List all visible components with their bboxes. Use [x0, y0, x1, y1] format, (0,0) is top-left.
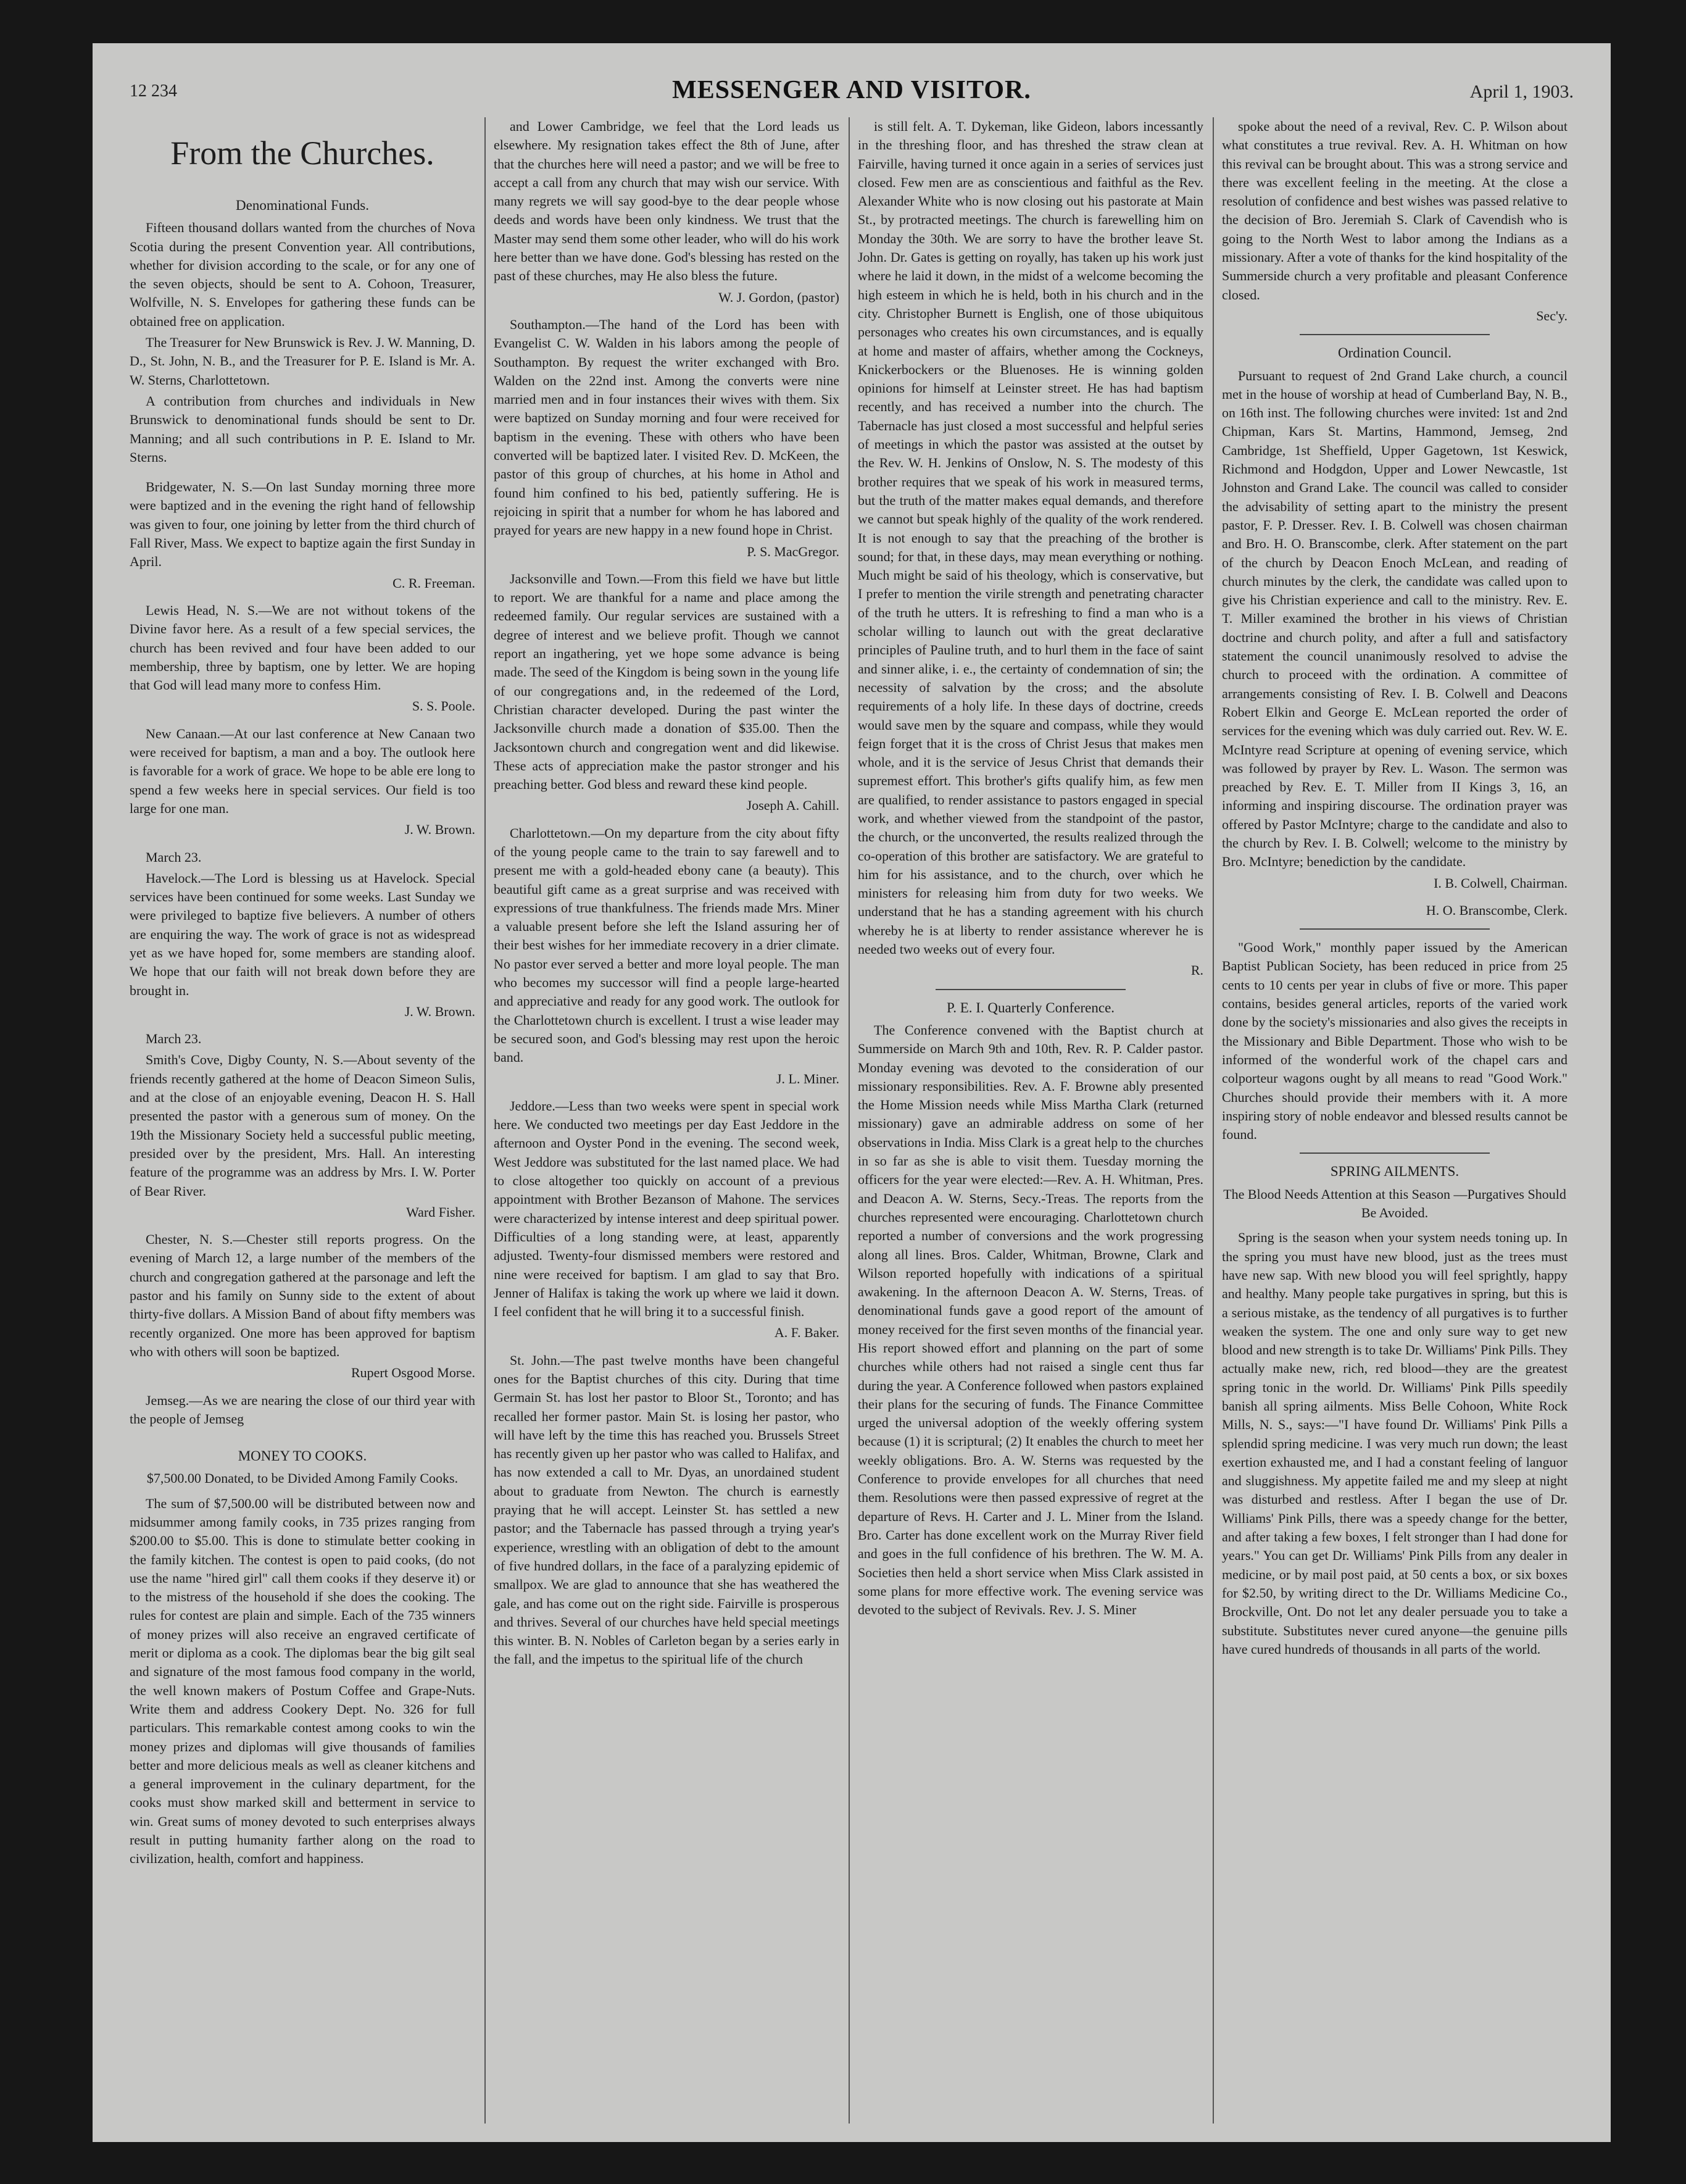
signature: C. R. Freeman.: [392, 575, 475, 591]
ordination-heading: Ordination Council.: [1338, 345, 1451, 361]
church-report: is still felt. A. T. Dykeman, like Gideon, labors incessantly in the threshing floor, and has threshed the straw clean at Fairville, having turned it once again in a series of services just closed. Few men are as conscientious and faithful as the Rev. Alexander White who is now closing out his pastorate at Main St., by protracted meetings. The church is farewelling him on Monday the 30th. We are sorry to have the brother leave St. John. Dr. Gates is getting on royally, has taken up his work just where he laid it down, in the midst of a welcome becoming the high esteem in which he is held, both in his church and in the city. Christopher Burnett is English, one of those ubiquitous personages who creates his own circumstances, and is equally at home and master of affairs, whether among the Cockneys, Knickerbockers or the Bluenoses. He is winning golden opinions for himself at Leinster street. He has had baptism recently, and has received a number into the church. The Tabernacle has just closed a most successful and helpful series of meetings in which the pastor was assisted at the outset by the Rev. W. H. Jenkins of Onslow, N. S. The modesty of this brother requires that we speak of his work in measured terms, but the truth of the matter makes equal demands, and therefore we cannot but speak highly of the quality of the work rendered. It is not enough to say that the preaching of the brother is sound; for that, in these days, may mean everything or nothing. Much might be said of his theology, which is conservative, but I prefer to mention the virile strength and penetrating character of the truth he utters. It is refreshing to find a man who is a scholar willing to launch out with the great declarative principles of Pauline truth, and to hurl them in the face of saint and sinner alike, i. e., the certainty of condemnation of sin; the necessity of salvation by the cross; and the absolute requirements of a holy life. In these days of doctrine, creeds would save men by the square and compass, while they would feign forget that it is the cross of Christ Jesus that makes men whole, and it is the service of Jesus Christ that demands their supremest effort. This brother's gifts qualify him, as few men are qualified, to render assistance to pastors engaged in special work, and whether viewed from the standpoint of the pastor, the church, or the unconverted, the results realized through the co-operation of this brother are satisfactory. We are grateful to him for his assistance, and to the church, over which he ministers for releasing him from duty for two weeks. We understand that he has a standing agreement with his church whereby he is at liberty to render assistance wherever he is needed two weeks out of every four.: [858, 119, 1203, 957]
church-report: Lewis Head, N. S.—We are not without tokens of the Divine favor here. As a result of a few special services, the church has been revived and four have been added to our membership, three by baptism, one by letter. We are hoping that God will lead many more to confess Him.: [130, 602, 475, 693]
section-title: From the Churches.: [170, 135, 434, 172]
church-report: Southampton.—The hand of the Lord has been with Evangelist C. W. Walden in his labors among the people of Southampton. By request the writer exchanged with Bro. Walden on the 22nd inst. Among the converts were nine married men and in four instances their wives with them. Six were baptized on Sunday morning and four were received for baptism in the evening. These with others who have been converted will be baptized later. I visited Rev. D. McKeen, the pastor of this group of churches, at his home in Athol and found him confined to his bed, patiently suffering. He is rejoicing in spirit that a number for whom he has labored and prayed for years are new happy in a new found hope in Christ.: [494, 316, 839, 538]
column-1: [130, 117, 475, 2124]
article-paragraph: The Treasurer for New Brunswick is Rev. J. W. Manning, D. D., St. John, N. B., and the Treasurer for P. E. Island is Mr. A. W. Sterns, Charlottetown.: [130, 335, 475, 388]
article-paragraph: "Good Work," monthly paper issued by the American Baptist Publican Society, has been reduced in price from 25 cents to 10 cents per year in clubs of five or more. This paper contains, besides general articles, reports of the varied work done by the society's missionaries and also gives the receipts in the Missionary and Bible Department. Those who wish to be informed of the wonderful work of the chapel cars and colporteur wagons ought by all means to read "Good Work." Churches should provide their members with it. A more inspiring story of noble endeavor and blessed results cannot be found.: [1222, 940, 1568, 1143]
report-date: March 23.: [146, 1031, 202, 1047]
article-paragraph: Pursuant to request of 2nd Grand Lake church, a council met in the house of worship at head of Cumberland Bay, N. B., on 16th inst. The following churches were invited: 1st and 2nd Chipman, Kars St. Martins, Hammond, Jemseg, 2nd Cambridge, 1st Sheffield, Upper Gagetown, 1st Keswick, Richmond and Hodgdon, Upper and Lower Newcastle, 1st Johnston and Grand Lake. The council was called to consider the advisability of setting apart to the ministry the present pastor, F. P. Dresser. Rev. I. B. Colwell was chosen chairman and Bro. H. O. Branscombe, clerk. After statement on the part of the church by Deacon Enoch McLean, and reading of church minutes by the clerk, the candidate was called upon to give his Christian experience and call to the ministry. Rev. E. T. Miller examined the brother in his views of Christian doctrine and church polity, and after a full and satisfactory statement the council unanimously resolved to advise the church to proceed with the ordination. A committee of arrangements consisting of Rev. I. B. Colwell and Deacons Robert Elkin and George E. McLean reported the order of services for the evening which was duly carried out. Rev. W. E. McIntyre read Scripture at opening of evening service, which was followed by prayer by Rev. L. Wason. The sermon was preached by Rev. E. T. Miller from II Kings 3, 16, an informing and inspiring discourse. The ordination prayer was offered by Pastor McIntyre; charge to the candidate and also to the church by Rev. I. B. Colwell; welcome to the ministry by Bro. McIntyre; benediction by the candidate.: [1222, 367, 1568, 870]
spring-subheading: The Blood Needs Attention at this Season —Purgatives Should Be Avoided.: [1223, 1186, 1566, 1221]
church-report: Bridgewater, N. S.—On last Sunday morning three more were baptized and in the evening the right hand of fellowship was given to four, one joining by letter from the third church of Fall River, Mass. We expect to baptize again the first Sunday in April.: [130, 479, 475, 570]
signature: J. W. Brown.: [404, 822, 475, 838]
advertisement-text: Spring is the season when your system needs toning up. In the spring you must have new blood, just as the trees must have new sap. With new blood you will feel sprightly, happy and healthy. Many people take purgatives in spring, but this is a serious mistake, as the tendency of all purgatives is to further weaken the system. The one and only sure way to get new blood and new strength is to take Dr. Williams' Pink Pills. They actually make new, rich, red blood—they are the greatest spring tonic in the world. Dr. Williams' Pink Pills speedily banish all spring ailments. Miss Belle Cohoon, White Rock Mills, N. S., says:—"I have found Dr. Williams' Pink Pills a splendid spring medicine. I was very much run down; the least exertion exhausted me, and I had a constant feeling of languor and sluggishness. My appetite failed me and my sleep at night was disturbed and restless. After I began the use of Dr. Williams' Pink Pills, there was a speedy change for the better, and after taking a few boxes, I felt stronger than I had done for years." You can get Dr. Williams' Pink Pills from any dealer in medicine, or by mail post paid, at 50 cents a box, or six boxes for $2.50, by writing direct to the Dr. Williams Medicine Co., Brockville, Ont. Do not let any dealer persuade you to take a substitute. Substitutes never cured anyone—the genuine pills have cured hundreds of thousands in all parts of the world.: [1222, 1230, 1568, 1657]
column-3: [858, 117, 1203, 2124]
article-paragraph: spoke about the need of a revival, Rev. C. P. Wilson about what constitutes a true revival. Rev. A. H. Whitman on how this revival can be brought about. This was a strong service and there was excellent feeling in the meeting. At the close a resolution of confidence and best wishes was passed relative to the decision of Bro. Jeremiah S. Clark of Cavendish who is going to the North West to labor among the Indians as a missionary. After a vote of thanks for the kind hospitality of the Summerside church a very profitable and pleasant Conference closed.: [1222, 119, 1568, 302]
signature: J. L. Miner.: [776, 1070, 839, 1086]
separator-line: [936, 989, 1126, 990]
money-heading: MONEY TO COOKS.: [238, 1448, 367, 1464]
page-number: 12 234: [130, 81, 177, 101]
column-divider: [484, 117, 486, 2124]
church-report: New Canaan.—At our last conference at New Canaan two were received for baptism, a man and a boy. The outlook here is favorable for a work of grace. We hope to be able ere long to spend a few weeks here in special services. Our field is too large for one man.: [130, 725, 475, 816]
spring-heading: SPRING AILMENTS.: [1330, 1164, 1460, 1180]
masthead-title: MESSENGER AND VISITOR.: [672, 76, 1031, 104]
signature: Joseph A. Cahill.: [746, 798, 839, 814]
church-report: Jacksonville and Town.—From this field we have but little to report. We are thankful for a name and place among the redeemed family. Our regular services are sustained with a degree of interest and we believe profit. Though we cannot report an ingathering, yet we hope some advance is being made. The seed of the Kingdom is being sown in the young life of our congregations and, in the redeemed of the Lord, Christian character developed. During the past winter the Jacksonville church made a donation of $35.00. Then the Jacksontown church and congregation went and did likewise. These acts of appreciation make the pastor stronger and his preaching better. God bless and reward these kind people.: [494, 570, 839, 793]
article-paragraph: A contribution from churches and individuals in New Brunswick to denominational funds should be sent to Dr. Manning; and all such contributions in P. E. Island to Mr. Sterns.: [130, 393, 475, 465]
signature: S. S. Poole.: [412, 698, 475, 714]
column-4: [1222, 117, 1568, 2124]
newspaper-page: [93, 43, 1611, 2142]
report-date: March 23.: [146, 849, 202, 865]
article-paragraph: The Conference convened with the Baptist church at Summerside on March 9th and 10th, Rev. R. P. Calder pastor. Monday evening was devoted to the consideration of our missionary responsibilities. Rev. A. F. Browne ably presented the Home Mission needs while Miss Martha Clark (returned missionary) gave an admirable address on some of her observations in India. Miss Clark is a great help to the churches in so far as she is able to visit them. Tuesday morning the officers for the year were elected:—Rev. A. H. Whitman, Pres. and Deacon A. W. Sterns, Secy.-Treas. The reports from the churches represented were encouraging. Charlottetown church reported a number of conversions and the work progressing along all lines. Bros. Calder, Whitman, Browne, Clark and Wilson reported hopefully with indications of a spiritual awakening. In the afternoon Deacon A. W. Sterns, Treas. of denominational funds gave a good report of the amount of money received for the first seven months of the financial year. His report showed effort and planning on the part of some churches while others had not raised a single cent thus far during the year. A Conference followed when pastors explained their plans for the securing of funds. The Finance Committee urged the universal adoption of the weekly offering system because (1) it is scriptural; (2) It enables the church to meet her weekly obligations. Bro. A. W. Sterns was requested by the Conference to provide envelopes for all churches that need them. Resolutions were then passed expressive of regret at the departure of Revs. H. Carter and J. L. Miner from the Island. Bro. Carter has done excellent work on the Murray River field and goes in the full confidence of his brethren. The W. M. A. Societies then held a short service when Miss Clark assisted in some plans for more effective work. The evening service was devoted to the subject of Revivals. Rev. J. S. Miner: [858, 1022, 1203, 1618]
article-paragraph: The sum of $7,500.00 will be distributed between now and midsummer among family cooks, in 735 prizes ranging from $200.00 to $5.00. This is done to stimulate better cooking in the family kitchen. The contest is open to paid cooks, (do not use the name "hired girl" call them cooks if they deserve it) or to the mistress of the household if she does the cooking. The rules for contest are plain and simple. Each of the 735 winners of money prizes will also receive an engraved certificate of merit or diploma as a cook. The diplomas bear the big gilt seal and signature of the most famous food company in the world, the well known makers of Postum Coffee and Grape-Nuts. Write them and address Cookery Dept. No. 326 for full particulars. This remarkable contest among cooks to win the money prizes and diplomas will give thousands of families better and more delicious meals as well as cleaner kitchens and a general improvement in the culinary department, for the cooks must show marked skill and betterment in service to win. Great sums of money devoted to such enterprises always result in putting humanity farther along on the road to civilization, health, comfort and happiness.: [130, 1495, 475, 1867]
column-divider: [849, 117, 850, 2124]
separator-line: [1300, 928, 1490, 930]
signature: J. W. Brown.: [404, 1003, 475, 1019]
church-report: Jeddore.—Less than two weeks were spent in special work here. We conducted two meetings per day East Jeddore in the afternoon and Oyster Pond in the evening. The second week, West Jeddore was substituted for the last named place. We had to close altogether too quickly on account of a previous appointment with Brother Bezanson of Mahone. The services were characterized by intense interest and deep spiritual power. Difficulties of a long standing were, at least, apparently adjusted. Twenty-four dismissed members were restored and nine were received for baptism. I am glad to say that Bro. Jenner of Halifax is taking the work up where we laid it down. I feel confident that he will bring it to a successful finish.: [494, 1098, 839, 1320]
church-report: Jemseg.—As we are nearing the close of our third year with the people of Jemseg: [130, 1392, 475, 1427]
funds-heading: Denominational Funds.: [236, 198, 369, 213]
signature: W. J. Gordon, (pastor): [718, 289, 839, 305]
church-report: Charlottetown.—On my departure from the city about fifty of the young people came to the train to say farewell and to present me with a gold-headed ebony cane (a beauty). This beautiful gift came as a great surprise and was received with expressions of true thankfulness. The friends made Mrs. Miner a valuable present before she left the Island assuring her of their best wishes for her immediate recovery in a drier climate. No pastor ever served a better and more loyal people. The man who becomes my successor will find a people large-hearted and appreciative and ready for any good work. The outlook for the Charlottetown church is excellent. I trust a wise leader may be secured soon, and God's blessing may rest upon the heroic band.: [494, 825, 839, 1065]
signature: A. F. Baker.: [774, 1325, 839, 1341]
church-report: Havelock.—The Lord is blessing us at Havelock. Special services have been continued for some weeks. Last Sunday we were privileged to baptize five believers. A number of others are enquiring the way. The work of grace is not as widespread yet as we have hoped for, some members are standing aloof. We hope that our faith will not break down before they are brought in.: [130, 870, 475, 998]
church-report: Smith's Cove, Digby County, N. S.—About seventy of the friends recently gathered at the home of Deacon Simeon Sulis, and at the close of an enjoyable evening, Deacon H. S. Hall presented the pastor with a generous sum of money. On the 19th the Missionary Society held a successful public meeting, presided over by the president, Mrs. Hall. An interesting feature of the programme was an address by Mrs. I. W. Porter of Bear River.: [130, 1052, 475, 1199]
column-2: [494, 117, 839, 2124]
signature: Sec'y.: [1536, 307, 1568, 323]
church-report: Chester, N. S.—Chester still reports progress. On the evening of March 12, a large number of the members of the church and congregation gathered at the parsonage and left the pastor and his family on Sunny side to the extent of about thirty-five dollars. A Mission Band of about fifty members was recently organized. One more has been approved for baptism who with others will soon be baptized.: [130, 1232, 475, 1359]
column-divider: [1213, 117, 1214, 2124]
pei-heading: P. E. I. Quarterly Conference.: [946, 999, 1115, 1015]
church-report: St. John.—The past twelve months have been changeful ones for the Baptist churches of this city. During that time Germain St. has lost her pastor to Bloor St., Toronto; and has recalled her former pastor. Main St. is losing her pastor, who will have left by the time this has reached you. Brussels Street has recently given up her pastor who was called to Halifax, and has now extended a call to Mr. Dyas, an unordained student about to graduate from Newton. The church is earnestly praying that he will accept. Leinster St. has settled a new pastor; and the Tabernacle has passed through a trying year's experience, wrestling with an obligation of debt to the amount of five hundred dollars, in the face of a paralyzing epidemic of smallpox. We are glad to announce that she has weathered the gale, and has come out on the right side. Fairville is prosperous and thrives. Several of our churches have held special meetings this winter. B. N. Nobles of Carleton began by a series early in the fall, and the impetus to the spiritual life of the church: [494, 1352, 839, 1667]
signature: I. B. Colwell, Chairman.: [1434, 875, 1568, 891]
signature: P. S. MacGregor.: [747, 543, 839, 559]
issue-date: April 1, 1903.: [1469, 81, 1574, 102]
separator-line: [1300, 334, 1490, 335]
separator-line: [1300, 1152, 1490, 1154]
signature: R.: [1190, 962, 1203, 978]
signature: H. O. Branscombe, Clerk.: [1426, 902, 1568, 918]
money-subheading: $7,500.00 Donated, to be Divided Among Family Cooks.: [146, 1470, 459, 1486]
signature: Rupert Osgood Morse.: [351, 1365, 475, 1381]
article-paragraph: Fifteen thousand dollars wanted from the churches of Nova Scotia during the present Convention year. All contributions, whether for division according to the scale, or for any one of the seven objects, should be sent to A. Cohoon, Treasurer, Wolfville, N. S. Envelopes for gathering these funds can be obtained free on application.: [130, 220, 475, 329]
signature: Ward Fisher.: [406, 1204, 475, 1220]
page-header: [130, 68, 1574, 111]
church-report: and Lower Cambridge, we feel that the Lord leads us elsewhere. My resignation takes effect the 8th of June, after that the churches here will need a pastor; and we will be free to accept a call from any church that may wish our service. With many regrets we will say good-bye to the dear people whose deeds and words have been only kindness. We trust that the Master may send them some other leader, who will do his work here better than we have done. God's blessing has rested on the past of these churches, may He also bless the future.: [494, 119, 839, 284]
